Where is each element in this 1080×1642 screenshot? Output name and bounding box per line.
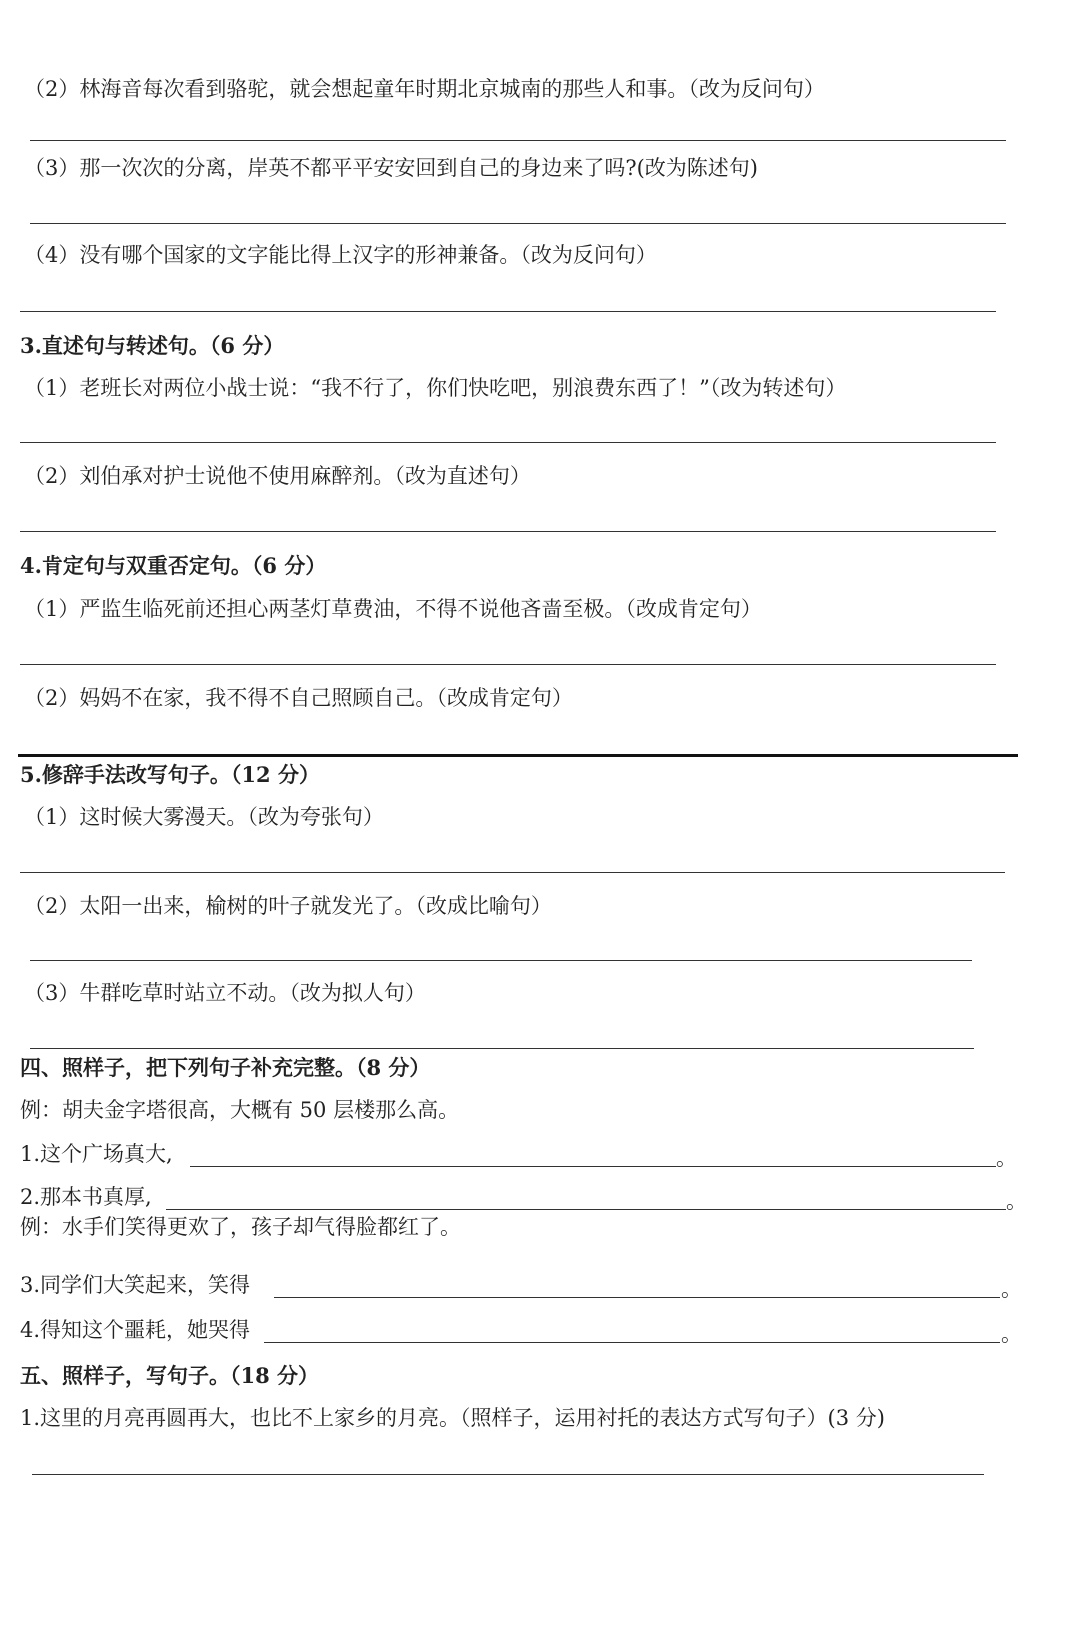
sec5-q3-answer-line[interactable] bbox=[30, 1048, 974, 1049]
part5-item1-answer-line[interactable] bbox=[32, 1474, 984, 1475]
part4-item2-text: 2.那本书真厚, bbox=[20, 1185, 152, 1209]
part4-item3-blank[interactable] bbox=[274, 1297, 1000, 1298]
sec4-q1-text: （1）严监生临死前还担心两茎灯草费油，不得不说他吝啬至极。（改成肯定句） bbox=[24, 597, 762, 621]
sec5-q1-answer-line[interactable] bbox=[20, 872, 1005, 873]
part4-item2-period: 。 bbox=[1006, 1189, 1027, 1213]
sec2-q4-answer-line[interactable] bbox=[20, 311, 996, 312]
part4-item1-text: 1.这个广场真大, bbox=[20, 1142, 173, 1166]
part4-heading: 四、照样子，把下列句子补充完整。（8 分） bbox=[20, 1055, 431, 1080]
part5-heading: 五、照样子，写句子。（18 分） bbox=[20, 1363, 320, 1388]
sec2-q3-text: （3）那一次次的分离，岸英不都平平安安回到自己的身边来了吗?(改为陈述句) bbox=[24, 156, 759, 180]
sec5-q3-text: （3）牛群吃草时站立不动。（改为拟人句） bbox=[24, 981, 426, 1005]
sec3-q1-answer-line[interactable] bbox=[20, 442, 996, 443]
part4-item3-text: 3.同学们大笑起来，笑得 bbox=[20, 1273, 251, 1297]
part4-item1-period: 。 bbox=[996, 1146, 1017, 1170]
sec4-heading: 4.肯定句与双重否定句。（6 分） bbox=[20, 553, 327, 578]
sec4-q2-answer-line[interactable] bbox=[18, 754, 1018, 757]
sec5-q2-answer-line[interactable] bbox=[30, 960, 972, 961]
sec4-q2-text: （2）妈妈不在家，我不得不自己照顾自己。（改成肯定句） bbox=[24, 686, 573, 710]
sec2-q2-text: （2）林海音每次看到骆驼，就会想起童年时期北京城南的那些人和事。（改为反问句） bbox=[24, 77, 825, 101]
sec4-q1-answer-line[interactable] bbox=[20, 664, 996, 665]
part4-item1-blank[interactable] bbox=[190, 1166, 996, 1167]
part4-item4-text: 4.得知这个噩耗，她哭得 bbox=[20, 1318, 251, 1342]
sec2-q4-text: （4）没有哪个国家的文字能比得上汉字的形神兼备。（改为反问句） bbox=[24, 243, 657, 267]
sec3-q1-text: （1）老班长对两位小战士说：“我不行了，你们快吃吧，别浪费东西了！”（改为转述句） bbox=[24, 376, 847, 400]
part4-item4-blank[interactable] bbox=[264, 1342, 1000, 1343]
part4-item3-period: 。 bbox=[1001, 1277, 1022, 1301]
part4-item2-blank[interactable] bbox=[166, 1209, 1006, 1210]
sec5-q2-text: （2）太阳一出来，榆树的叶子就发光了。（改成比喻句） bbox=[24, 894, 552, 918]
part4-example1: 例：胡夫金字塔很高，大概有 50 层楼那么高。 bbox=[20, 1098, 460, 1122]
sec5-q1-text: （1）这时候大雾漫天。（改为夸张句） bbox=[24, 805, 384, 829]
sec3-q2-answer-line[interactable] bbox=[20, 531, 996, 532]
part4-item4-period: 。 bbox=[1001, 1322, 1022, 1346]
sec5-heading: 5.修辞手法改写句子。（12 分） bbox=[20, 762, 320, 787]
sec3-q2-text: （2）刘伯承对护士说他不使用麻醉剂。（改为直述句） bbox=[24, 464, 531, 488]
sec2-q2-answer-line[interactable] bbox=[30, 140, 1006, 141]
part4-example2: 例：水手们笑得更欢了，孩子却气得脸都红了。 bbox=[20, 1215, 461, 1239]
sec3-heading: 3.直述句与转述句。（6 分） bbox=[20, 333, 285, 358]
part5-item1-text: 1.这里的月亮再圆再大，也比不上家乡的月亮。（照样子，运用衬托的表达方式写句子）(3 分) bbox=[20, 1406, 885, 1430]
sec2-q3-answer-line[interactable] bbox=[30, 223, 1006, 224]
